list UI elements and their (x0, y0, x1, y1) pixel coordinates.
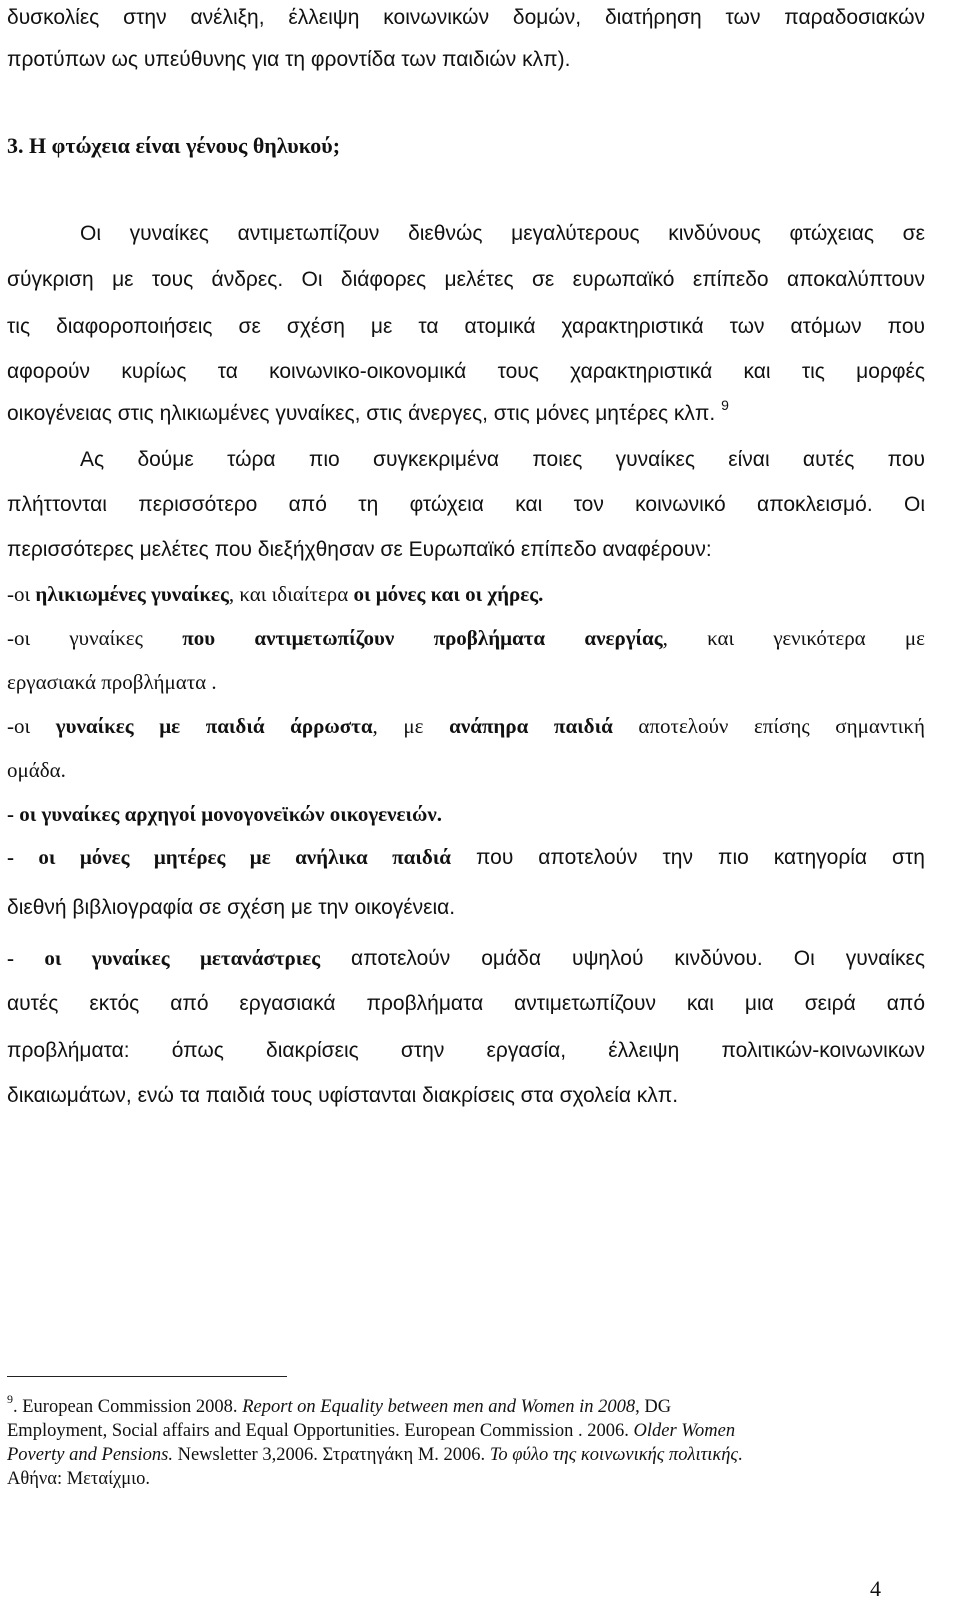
footnote-line: Αθήνα: Μεταίχμιο. (7, 1469, 151, 1489)
page-number: 4 (870, 1576, 881, 1601)
footnote-line: $^9$. European Commission 2008. Report on Equality between men and Women in 2008, DG (7, 1392, 672, 1417)
body-line: αφορούν κυρίως τα κοινωνικο-οικονομικά τους χαρακτηριστικά και τις μορφές (7, 360, 925, 383)
footnote-marker: 9 (7, 1392, 13, 1406)
body-line: περισσότερες μελέτες που διεξήχθησαν σε Ευρωπαϊκό επίπεδο αναφέρουν: (7, 538, 712, 561)
list-item-continuation: προβλήματα: όπως διακρίσεις στην εργασία, έλλειψη πολιτικών-κοινωνικων (7, 1039, 925, 1062)
list-item-continuation: ομάδα. (7, 758, 66, 782)
list-item-continuation: διεθνή βιβλιογραφία σε σχέση με την οικογένεια. (7, 896, 456, 919)
footnote-separator (7, 1376, 287, 1377)
body-line: τις διαφοροποιήσεις σε σχέση με τα ατομικά χαρακτηριστικά των ατόμων που (7, 315, 925, 338)
footnote-reference: 9 (721, 397, 729, 413)
list-item-continuation: εργασιακά προβλήματα . (7, 670, 217, 694)
footnote-line: Poverty and Pensions. Newsletter 3,2006. Στρατηγάκη Μ. 2006. Το φύλο της κοινωνικής πολιτικής. (7, 1445, 743, 1465)
body-line: σύγκριση με τους άνδρες. Οι διάφορες μελέτες σε ευρωπαϊκό επίπεδο αποκαλύπτουν (7, 268, 925, 291)
body-line: δυσκολίες στην ανέλιξη, έλλειψη κοινωνικών δομών, διατήρηση των παραδοσιακών (7, 6, 925, 29)
body-line: Ας δούμε τώρα πιο συγκεκριμένα ποιες γυναίκες είναι αυτές που (80, 448, 925, 471)
body-line: οικογένειας στις ηλικιωμένες γυναίκες, στις άνεργες, στις μόνες μητέρες κλπ. $^9$ (7, 397, 729, 425)
list-item-continuation: αυτές εκτός από εργασιακά προβλήματα αντιμετωπίζουν και μια σειρά από (7, 992, 925, 1015)
list-item: - οι μόνες μητέρες με ανήλικα παιδιά που αποτελούν την πιο κατηγορία στη (7, 845, 925, 869)
list-item: - οι γυναίκες μετανάστριες αποτελούν ομάδα υψηλού κινδύνου. Οι γυναίκες (7, 946, 925, 970)
list-item: -οι ηλικιωμένες γυναίκες, και ιδιαίτερα οι μόνες και οι χήρες. (7, 582, 544, 606)
section-heading: 3. Η φτώχεια είναι γένους θηλυκού; (7, 133, 341, 158)
body-line: Οι γυναίκες αντιμετωπίζουν διεθνώς μεγαλύτερους κινδύνους φτώχειας σε (80, 222, 925, 245)
body-line: πλήττονται περισσότερο από τη φτώχεια και τον κοινωνικό αποκλεισμό. Οι (7, 493, 925, 516)
list-item-continuation: δικαιωμάτων, ενώ τα παιδιά τους υφίστανται διακρίσεις στα σχολεία κλπ. (7, 1084, 679, 1107)
footnote-line: Employment, Social affairs and Equal Opportunities. European Commission . 2006. Older Women (7, 1421, 736, 1441)
list-item: -οι γυναίκες με παιδιά άρρωστα, με ανάπηρα παιδιά αποτελούν επίσης σημαντική (7, 714, 925, 738)
list-item: -οι γυναίκες που αντιμετωπίζουν προβλήματα ανεργίας, και γενικότερα με (7, 626, 926, 650)
body-line: προτύπων ως υπεύθυνης για τη φροντίδα των παιδιών κλπ). (7, 48, 571, 71)
list-item: - οι γυναίκες αρχηγοί μονογονεϊκών οικογενειών. (7, 802, 442, 826)
